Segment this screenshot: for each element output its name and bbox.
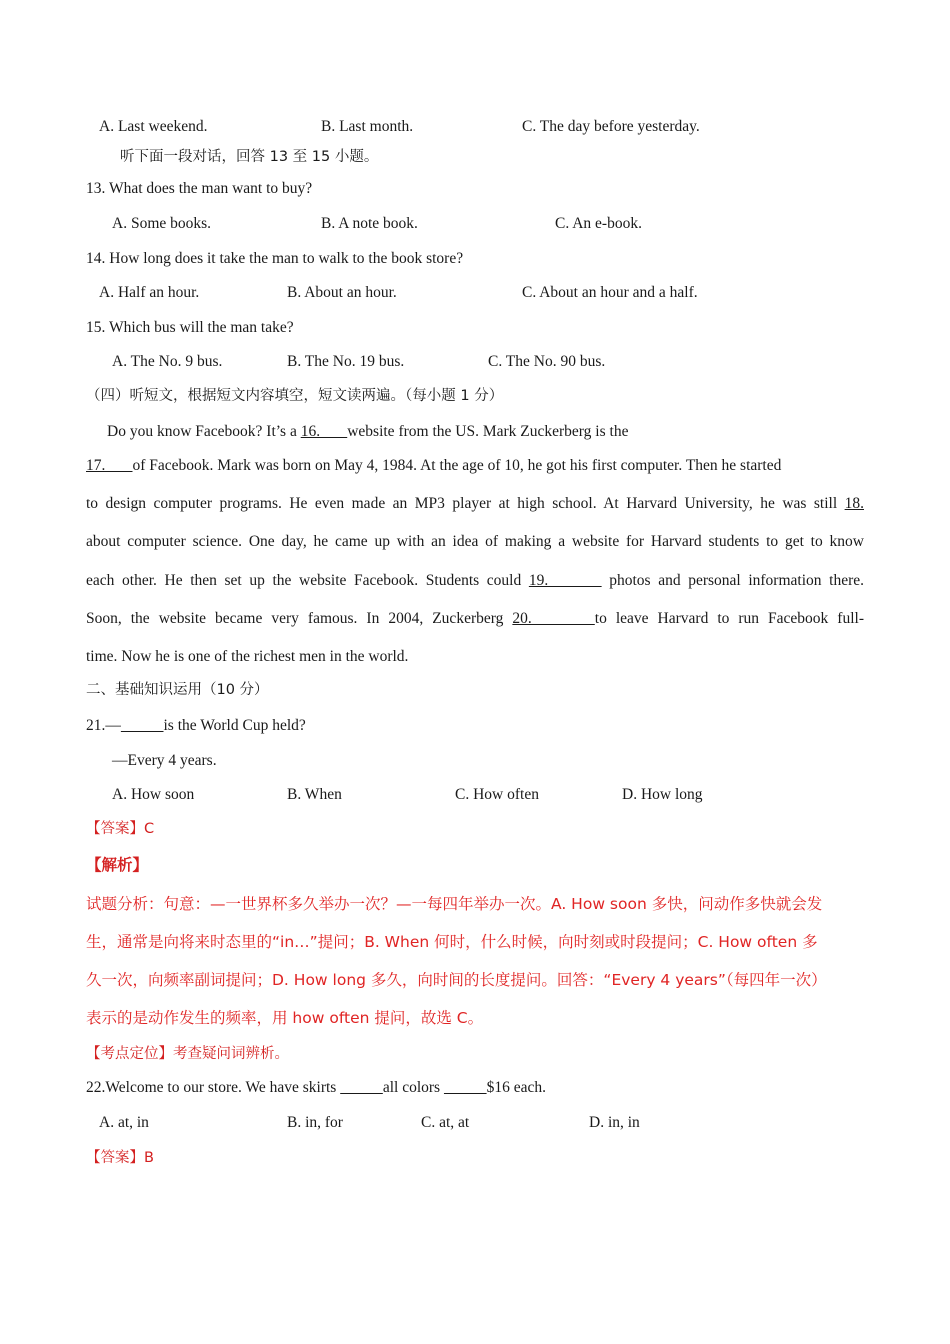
blank-19: 19.	[528, 572, 602, 589]
q13-option-c: C. An e-book.	[555, 215, 642, 232]
q22-answer: 【答案】B	[86, 1150, 154, 1166]
q14-option-a: A. Half an hour.	[99, 284, 200, 301]
q12-option-c: C. The day before yesterday.	[522, 118, 700, 135]
q22-blank-1	[340, 1079, 383, 1096]
q21-option-d: D. How long	[622, 786, 703, 803]
dialogue-instruction: 听下面一段对话，回答 13 至 15 小题。	[120, 149, 379, 165]
passage-line-3: to design computer programs. He even made an MP3 player at high school. At Harvard University, he was still 18.	[86, 495, 864, 512]
q12-option-b: B. Last month.	[321, 118, 414, 135]
q21-blank	[121, 717, 164, 734]
q13-option-b: B. A note book.	[321, 215, 418, 232]
section2-heading: 二、基础知识运用（10 分）	[86, 682, 269, 698]
passage-line-7: time. Now he is one of the richest men in the world.	[86, 648, 409, 665]
q21-option-c: C. How often	[455, 786, 539, 803]
q14-question: 14. How long does it take the man to walk to the book store?	[86, 250, 464, 267]
passage-line-5: each other. He then set up the website Facebook. Students could 19. photos and personal information there.	[86, 572, 864, 589]
q14-option-c: C. About an hour and a half.	[522, 284, 698, 301]
q21-analysis-line-4: 表示的是动作发生的频率，用 how often 提问，故选 C。	[86, 1009, 484, 1027]
q22-option-a: A. at, in	[99, 1114, 149, 1131]
passage-line-2: 17. of Facebook. Mark was born on May 4, 1984. At the age of 10, he got his first computer. Then he started	[86, 457, 782, 474]
q21-analysis-label: 【解析】	[86, 856, 149, 874]
section4-heading: （四）听短文，根据短文内容填空，短文读两遍。（每小题 1 分）	[86, 388, 504, 404]
blank-16: 16.	[300, 423, 348, 440]
passage-line-4: about computer science. One day, he came up with an idea of making a website for Harvard students to get to know	[86, 533, 864, 550]
q21-analysis-line-1: 试题分析：句意：—一世界杯多久举办一次？—一每四年举办一次。A. How soon 多快，问动作多快就会发	[86, 895, 823, 913]
blank-20: 20.	[512, 610, 595, 627]
blank-18: 18.	[844, 495, 864, 512]
q21-analysis-line-3: 久一次，向频率副词提问；D. How long 多久，向时间的长度提问。回答：“Every 4 years”（每四年一次）	[86, 971, 827, 989]
q22-option-c: C. at, at	[421, 1114, 470, 1131]
q15-option-a: A. The No. 9 bus.	[112, 353, 223, 370]
passage-line-6: Soon, the website became very famous. In 2004, Zuckerberg 20. to leave Harvard to run Facebook full-	[86, 610, 864, 627]
q13-option-a: A. Some books.	[112, 215, 212, 232]
q22-blank-2	[444, 1079, 487, 1096]
q21-point: 【考点定位】考查疑问词辨析。	[86, 1046, 289, 1062]
q14-option-b: B. About an hour.	[287, 284, 397, 301]
q22-question: 22.Welcome to our store. We have skirts all colors $16 each.	[86, 1079, 546, 1096]
passage-line-1: Do you know Facebook? It’s a 16. website from the US. Mark Zuckerberg is the	[107, 423, 629, 440]
q12-option-a: A. Last weekend.	[99, 118, 208, 135]
blank-17: 17.	[86, 457, 133, 474]
q13-question: 13. What does the man want to buy?	[86, 180, 313, 197]
q21-option-a: A. How soon	[112, 786, 195, 803]
q15-option-c: C. The No. 90 bus.	[488, 353, 606, 370]
q15-question: 15. Which bus will the man take?	[86, 319, 294, 336]
q22-option-b: B. in, for	[287, 1114, 343, 1131]
q21-answer: 【答案】C	[86, 821, 155, 837]
q21-reply: —Every 4 years.	[112, 752, 217, 769]
q22-option-d: D. in, in	[589, 1114, 640, 1131]
q21-analysis-line-2: 生，通常是向将来时态里的“in…”提问；B. When 何时，什么时候，向时刻或时段提问；C. How often 多	[86, 933, 818, 951]
q21-question: 21.— is the World Cup held?	[86, 717, 306, 734]
q21-option-b: B. When	[287, 786, 342, 803]
q15-option-b: B. The No. 19 bus.	[287, 353, 405, 370]
